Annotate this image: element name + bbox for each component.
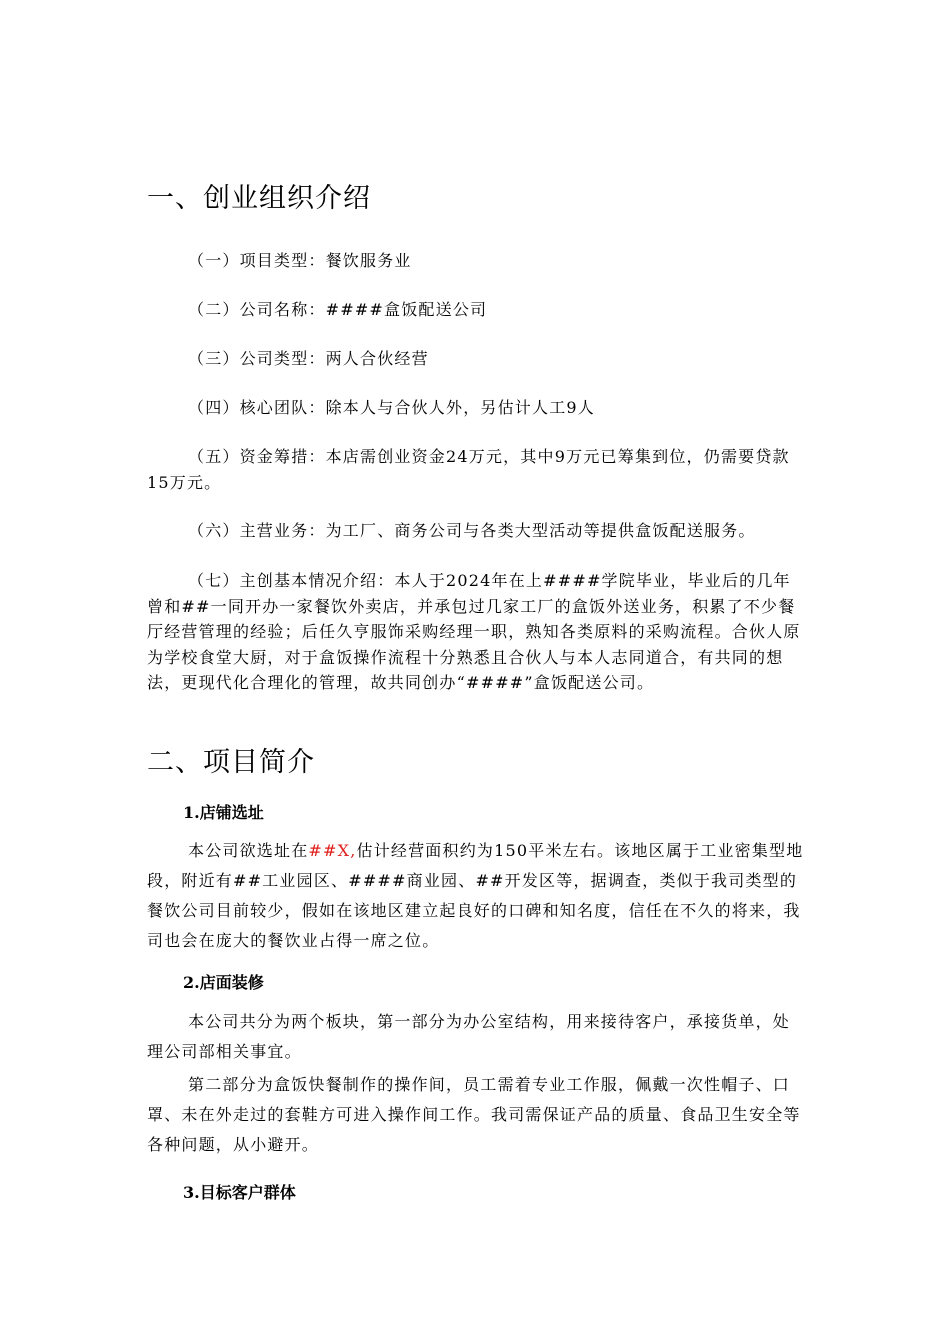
item-company-type: （三）公司类型：两人合伙经营	[188, 349, 429, 368]
subheading-location: 1.店铺选址	[183, 803, 264, 822]
item-founder-intro: （七）主创基本情况介绍：本人于2024年在上####学院毕业，毕业后的几年曾和##一同开办一家餐饮外卖店，并承包过几家工厂的盒饭外送业务，积累了不少餐厅经营管理的经验；后任久亨服饰采购经理一职，熟知各类原料的采购流程。合伙人原为学校食堂大厨，对于盒饭操作流程十分熟悉且合伙人与本人志同道合，有共同的想法，更现代化合理化的管理，故共同创办“####”盒饭配送公司。	[147, 571, 801, 692]
location-highlight: ##X,	[308, 841, 357, 860]
item-company-name: （二）公司名称：####盒饭配送公司	[188, 300, 488, 319]
item-main-business: （六）主营业务：为工厂、商务公司与各类大型活动等提供盒饭配送服务。	[188, 521, 756, 540]
item-core-team: （四）核心团队：除本人与合伙人外，另估计人工9人	[188, 398, 595, 417]
location-text-before: 本公司欲选址在	[188, 841, 309, 860]
subheading-decoration: 2.店面装修	[183, 973, 264, 992]
section-2-title: 二、项目简介	[147, 747, 315, 778]
paragraph-location	[147, 836, 807, 956]
section-1-title: 一、创业组织介绍	[147, 183, 371, 214]
paragraph-kitchen: 第二部分为盒饭快餐制作的操作间，员工需着专业工作服，佩戴一次性帽子、口罩、未在外走过的套鞋方可进入操作间工作。我司需保证产品的质量、食品卫生安全等各种问题，从小避开。	[147, 1075, 801, 1154]
paragraph-office: 本公司共分为两个板块，第一部分为办公室结构，用来接待客户，承接货单，处理公司部相关事宜。	[147, 1012, 791, 1061]
location-text-after: 估计经营面积约为150平米左右。该地区属于工业密集型地段，附近有##工业园区、####商业园、##开发区等，据调查，类似于我司类型的餐饮公司目前较少，假如在该地区建立起良好的口碑和知名度，信任在不久的将来，我司也会在庞大的餐饮业占得一席之位。	[147, 841, 804, 950]
item-project-type: （一）项目类型：餐饮服务业	[188, 251, 412, 270]
subheading-target-customers: 3.目标客户群体	[183, 1183, 296, 1202]
item-funding: （五）资金筹措：本店需创业资金24万元，其中9万元已筹集到位，仍需要贷款15万元。	[147, 447, 790, 492]
